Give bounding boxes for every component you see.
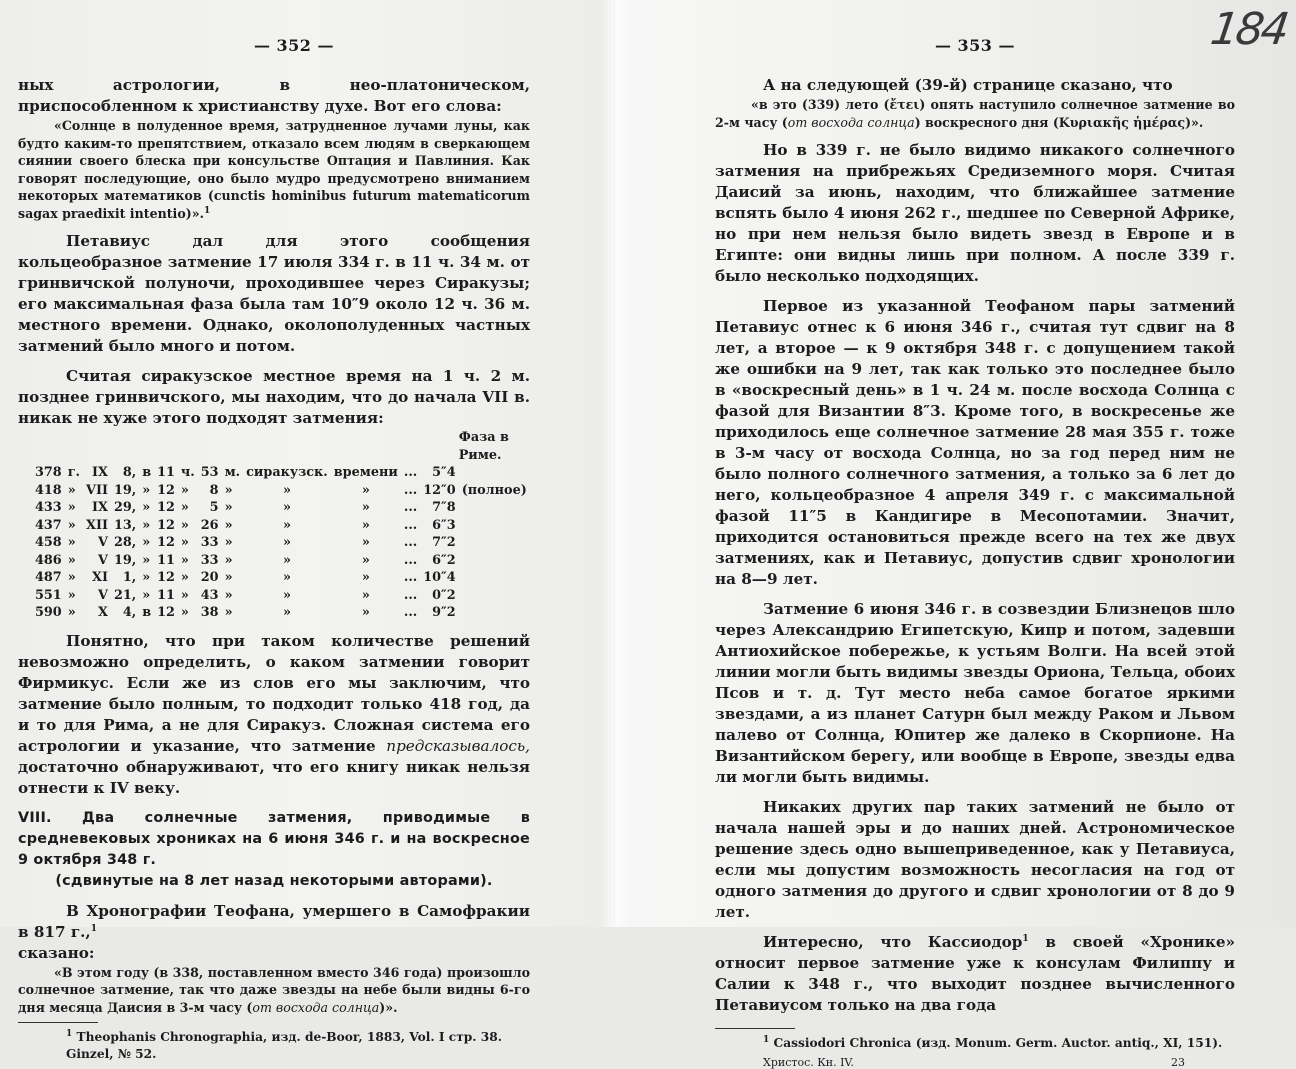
eclipse-cell-pre: в <box>142 605 152 620</box>
italic-text: от восхода солнца <box>787 114 915 130</box>
eclipse-cell-note <box>459 569 530 587</box>
eclipse-cell-month: IX <box>92 500 108 515</box>
eclipse-cell-dots: ... <box>403 605 418 620</box>
section-heading-title: VIII. Два солнечные затмения, приводимые в средневековых хрониках на 6 июня 346 г. и на воскресное 9 октября 348 г. <box>18 809 530 868</box>
page-number: — 353 — <box>934 36 1016 55</box>
eclipse-cell-phase: 7″8 <box>432 500 456 515</box>
paragraph: Петавиус дал для этого сообщения кольцеобразное затмение 17 июля 334 г. в 11 ч. 34 м. от гринвичской полуночи, проходившее через Сиракузы; его максимальная фаза была там 10″9 около 12 ч. 36 м. местного времени. Однако, околополуденных частных затмений было много и потом. <box>18 232 530 355</box>
eclipse-cell-m: 20 <box>200 570 219 585</box>
right-page <box>615 0 1296 1069</box>
section-heading <box>18 808 530 892</box>
eclipse-cell-month: XII <box>86 517 108 533</box>
eclipse-cell-yr-mark: » <box>67 517 76 533</box>
eclipse-cell-month: XI <box>92 570 108 585</box>
eclipse-cell-month: VII <box>86 482 108 498</box>
italic-text: предсказывалось, <box>386 736 530 755</box>
eclipse-cell-day: 8, <box>122 465 137 480</box>
eclipse-cell-note <box>459 534 530 552</box>
paragraph <box>18 631 530 799</box>
quote-text: «в это (339) лето (ἔτει) опять наступило солнечное затмение во 2-м часу ( <box>715 97 1235 130</box>
eclipse-cell-phase: 6″2 <box>432 552 456 568</box>
eclipse-table-row <box>32 517 530 535</box>
eclipse-table-row <box>32 569 530 587</box>
eclipse-cell-h-mark: » <box>180 570 189 585</box>
eclipse-cell-pre: » <box>142 482 151 498</box>
eclipse-cell-place: » <box>282 517 291 533</box>
eclipse-cell-pre: » <box>142 570 151 585</box>
quote-block <box>715 96 1235 131</box>
eclipse-cell-year: 487 <box>35 570 62 585</box>
eclipse-cell-day: 1, <box>122 570 137 585</box>
footnote-mark: 1 <box>1022 933 1029 944</box>
eclipse-cell-m-mark: » <box>224 482 233 498</box>
paragraph: Затмение 6 июня 346 г. в созвездии Близнецов шло через Александрию Египетскую, Кипр и потом, задевши Антиохийское побережье, к устьям Волги. На всей этой линии могли быть видимы звезды Ориона, Тельца, обоих Псов и т. д. Тут место неба самое богатое яркими звездами, а из планет Сатурн был между Раком и Львом палево от Солнца, Юпитер же далеко в Скорпионе. На Византийском берегу, или вообще в Европе, звезды едва ли могли быть видимы. <box>715 600 1235 786</box>
eclipse-cell-dots: ... <box>403 535 418 550</box>
quote-text: )». <box>379 999 398 1015</box>
right-text-column <box>715 36 1235 1069</box>
eclipse-cell-m-mark: » <box>224 535 233 550</box>
eclipse-cell-day: 4, <box>122 605 137 620</box>
paragraph: Никаких других пар таких затмений не было от начала нашей эры и до наших дней. Астрономическое решение здесь одно вышеприведенное, как у Петавиуса, если мы допустим возможность несогласия на год от одного затмения до другого и сдвиг хронологии от 8 до 9 лет. <box>715 798 1235 921</box>
quote-block <box>18 117 530 222</box>
eclipse-cell-time: » <box>361 587 370 603</box>
eclipse-cell-h: 11 <box>157 465 175 480</box>
eclipse-table-row <box>32 604 530 622</box>
eclipse-cell-place: » <box>282 587 291 603</box>
eclipse-cell-dots: ... <box>403 482 418 498</box>
eclipse-cell-day: 19, <box>113 552 137 568</box>
paragraph: А на следующей (39-й) странице сказано, что <box>763 76 1173 94</box>
eclipse-cell-phase: 7″2 <box>432 535 456 550</box>
eclipse-cell-time: » <box>361 500 370 515</box>
eclipse-cell-yr-mark: » <box>67 605 76 620</box>
eclipse-cell-note <box>459 587 530 605</box>
eclipse-cell-place: » <box>282 570 291 585</box>
eclipse-cell-phase: 0″2 <box>432 587 456 603</box>
eclipse-cell-h: 12 <box>157 605 175 620</box>
eclipse-cell-month: IX <box>92 465 108 480</box>
eclipse-cell-day: 19, <box>113 482 137 498</box>
eclipse-table-row <box>32 552 530 570</box>
eclipse-cell-h-mark: » <box>180 605 189 620</box>
eclipse-cell-h-mark: » <box>180 482 189 498</box>
eclipse-cell-dots: ... <box>403 517 418 533</box>
eclipse-cell-m: 38 <box>200 605 219 620</box>
eclipse-cell-dots: ... <box>403 570 418 585</box>
eclipse-table-row <box>32 534 530 552</box>
eclipse-cell-m: 53 <box>200 465 219 480</box>
eclipse-cell-h-mark: ч. <box>180 465 195 480</box>
eclipse-cell-yr-mark: » <box>67 587 76 603</box>
eclipse-cell-place: » <box>282 535 291 550</box>
eclipse-cell-day: 13, <box>113 517 137 533</box>
paragraph: Но в 339 г. не было видимо никакого солнечного затмения на прибрежьях Средиземного моря. Считая Даисий за июнь, находим, что ближайшее затмение вспять было 4 июня 262 г., шедшее по Северной Африке, но при нем нельзя было видеть звезд в Европе и в Египте: они видны лишь при полном. А после 339 г. было несколько подходящих. <box>715 141 1235 285</box>
eclipse-cell-h: 12 <box>157 517 175 533</box>
paragraph: ных астрологии, в нео-платоническом, приспособленном к христианству духе. Вот его слова: <box>18 76 530 115</box>
italic-text: от восхода солнца <box>252 999 380 1015</box>
eclipse-cell-h: 12 <box>157 535 175 550</box>
eclipse-cell-time: » <box>361 552 370 568</box>
eclipse-cell-m-mark: » <box>224 552 233 568</box>
eclipse-cell-m-mark: » <box>224 500 233 515</box>
eclipse-cell-year: 590 <box>35 605 62 620</box>
footnote-mark: 1 <box>203 205 211 216</box>
paragraph: Считая сиракузское местное время на 1 ч. 2 м. позднее гринвичского, мы находим, что до начала VII в. никак не хуже этого подходят затмения: <box>18 367 530 427</box>
eclipse-cell-place: » <box>282 500 291 515</box>
eclipse-cell-yr-mark: » <box>67 500 76 515</box>
signature-mark: Христос. Кн. IV. <box>763 1056 854 1069</box>
eclipse-cell-dots: ... <box>403 500 418 515</box>
footnote <box>18 1029 530 1063</box>
eclipse-cell-year: 486 <box>35 552 62 568</box>
paragraph-text: В Хронографии Теофана, умершего в Самофракии в 817 г., <box>18 901 530 941</box>
eclipse-cell-time: » <box>361 482 370 498</box>
eclipse-cell-time: времени <box>333 465 398 480</box>
eclipse-cell-pre: » <box>142 552 151 568</box>
eclipse-cell-note: (полное) <box>461 482 527 498</box>
eclipse-cell-month: V <box>98 552 108 568</box>
eclipse-cell-phase: 10″4 <box>423 570 456 585</box>
footnote-text: Cassiodori Chronica (изд. Monum. Germ. Auctor. antiq., XI, 151). <box>773 1036 1223 1050</box>
eclipse-cell-m-mark: » <box>224 605 233 620</box>
eclipse-cell-note <box>459 464 530 482</box>
eclipse-cell-month: V <box>98 535 108 550</box>
eclipse-cell-place: » <box>282 605 291 620</box>
eclipse-cell-yr-mark: » <box>67 535 76 550</box>
eclipse-cell-yr-mark: » <box>67 570 76 585</box>
eclipse-cell-note <box>459 499 530 517</box>
eclipse-cell-place: сиракузск. <box>246 465 328 480</box>
eclipse-cell-yr-mark: г. <box>67 465 81 480</box>
eclipse-cell-h-mark: » <box>180 552 189 568</box>
eclipse-cell-m: 43 <box>200 587 219 603</box>
quote-text: «Солнце в полуденное время, затрудненное лучами луны, как будто каким-то препятствием, отказало всем людям в сверкающем сиянии своего блеска при консульстве Оптация и Павлиния. Как говорят последующие, оно было мудро предусмотрено вниманием некоторых математиков (cunctis hominibus futurum matematicorum sagax praedixit intentio)». <box>18 118 530 221</box>
paragraph <box>18 901 530 964</box>
eclipse-cell-day: 28, <box>113 535 137 550</box>
handwritten-number: 184 <box>1207 4 1290 55</box>
eclipse-cell-year: 437 <box>35 517 62 533</box>
eclipse-cell-h-mark: » <box>180 500 189 515</box>
section-heading-subtitle: (сдвинутые на 8 лет назад некоторыми авторами). <box>55 872 493 889</box>
eclipse-cell-time: » <box>361 535 370 550</box>
eclipse-cell-dots: ... <box>403 552 418 568</box>
eclipse-cell-h: 12 <box>157 570 175 585</box>
quote-block <box>18 964 530 1017</box>
left-page <box>0 0 615 1061</box>
eclipse-cell-m-mark: » <box>224 570 233 585</box>
eclipse-cell-yr-mark: » <box>67 482 76 498</box>
page-number: — 352 — <box>253 36 335 55</box>
eclipse-cell-note <box>459 552 530 570</box>
paragraph-text: в своей «Хронике» относит первое затмение уже к консулам Филиппу и Салии к 348 г., что выходит позднее вычисленного Петавиусом только на два года <box>715 933 1235 1014</box>
eclipse-cell-h: 11 <box>157 552 175 568</box>
eclipse-cell-h: 12 <box>157 482 175 498</box>
footnote-mark: 1 <box>90 923 97 934</box>
eclipse-cell-m: 8 <box>209 482 219 498</box>
eclipse-cell-dots: ... <box>403 465 418 480</box>
footnote-mark: 1 <box>763 1034 770 1045</box>
eclipse-cell-year: 378 <box>35 465 62 480</box>
eclipse-cell-phase: 6″3 <box>432 517 456 533</box>
eclipse-cell-year: 433 <box>35 500 62 515</box>
eclipse-cell-m: 5 <box>209 500 219 515</box>
eclipse-cell-note <box>459 604 530 622</box>
eclipse-cell-h: 12 <box>157 500 175 515</box>
eclipse-cell-year: 418 <box>35 482 62 498</box>
paragraph-text: сказано: <box>18 943 95 962</box>
eclipse-cell-m: 33 <box>200 552 219 568</box>
eclipse-table-row <box>32 587 530 605</box>
footnote <box>715 1035 1235 1052</box>
signature-number: 23 <box>1171 1056 1185 1069</box>
eclipse-cell-pre: » <box>142 587 151 603</box>
eclipse-cell-year: 551 <box>35 587 62 603</box>
eclipse-table-row <box>32 499 530 517</box>
paragraph: Первое из указанной Теофаном пары затмений Петавиус отнес к 6 июня 346 г., считая тут сдвиг на 8 лет, а второе — к 9 октября 348 г. с допущением такой же ошибки на 9 лет, так как только это последнее было в «воскресный день» в 1 ч. 24 м. после восхода Солнца с фазой для Византии 8″3. Кроме того, в воскресенье же приходилось еще солнечное затмение 28 мая 355 г. тоже в 3-м часу от восхода Солнца, но за год перед ним не было полного солнечного затмения, а только за 6 лет до него, кольцеобразное 4 апреля 349 г. с максимальной фазой 11″5 в Кандигире в Месопотамии. Значит, приходится остановиться прежде всего на тех же двух затмениях, как и Петавиус, допустив сдвиг хронологии на 8—9 лет. <box>715 297 1235 588</box>
eclipse-cell-phase: 12″0 <box>423 482 456 498</box>
footnote-mark: 1 <box>66 1028 73 1039</box>
eclipse-cell-place: » <box>282 482 291 498</box>
printer-signature <box>715 1056 1235 1069</box>
eclipse-cell-yr-mark: » <box>67 552 76 568</box>
eclipse-cell-time: » <box>361 605 370 620</box>
eclipse-cell-h: 11 <box>157 587 175 603</box>
eclipse-cell-day: 21, <box>113 587 137 603</box>
eclipse-cell-h-mark: » <box>180 587 189 603</box>
eclipse-cell-dots: ... <box>403 587 418 603</box>
eclipse-cell-month: V <box>98 587 108 603</box>
eclipse-cell-day: 29, <box>113 500 137 515</box>
eclipse-cell-m-mark: » <box>224 517 233 533</box>
eclipse-cell-month: X <box>98 605 108 620</box>
eclipse-cell-note <box>459 517 530 535</box>
eclipse-cell-pre: » <box>142 535 151 550</box>
footnote-rule <box>18 1022 98 1023</box>
left-text-column <box>18 36 530 1063</box>
eclipse-cell-pre: » <box>142 517 151 533</box>
eclipse-cell-m-mark: » <box>224 587 233 603</box>
eclipse-cell-h-mark: » <box>180 517 189 533</box>
eclipse-cell-m: 26 <box>200 517 219 533</box>
eclipse-table-row <box>32 482 530 500</box>
eclipse-table-row <box>32 464 530 482</box>
eclipse-cell-phase: 5″4 <box>432 465 456 480</box>
eclipse-table <box>32 429 530 622</box>
eclipse-cell-m: 33 <box>200 535 219 550</box>
eclipse-cell-year: 458 <box>35 535 62 550</box>
phase-column-header: Фаза в Риме. <box>458 430 509 463</box>
eclipse-cell-phase: 9″2 <box>432 605 456 620</box>
eclipse-cell-h-mark: » <box>180 535 189 550</box>
eclipse-cell-pre: в <box>142 465 152 480</box>
footnote-text: Theophanis Chronographia, изд. de-Boor, 1883, Vol. I стр. 38. Ginzel, № 52. <box>66 1030 502 1061</box>
paragraph <box>715 932 1235 1016</box>
paragraph-text: достаточно обнаруживают, что его книгу никак нельзя отнести к IV веку. <box>18 757 530 797</box>
quote-text: «В этом году (в 338, поставленном вместо 346 года) произошло солнечное затмение, так что даже звезды на небе были видны 6-го дня месяца Даисия в 3-м часу ( <box>18 964 530 1015</box>
footnote-rule <box>715 1028 795 1029</box>
eclipse-cell-pre: » <box>142 500 151 515</box>
eclipse-cell-place: » <box>282 552 291 568</box>
quote-text: ) воскресного дня (Κυριακῆς ἡμέρας)». <box>914 114 1204 130</box>
eclipse-cell-time: » <box>361 517 370 533</box>
eclipse-cell-m-mark: м. <box>224 465 241 480</box>
eclipse-cell-time: » <box>361 570 370 585</box>
paragraph-text: Интересно, что Кассиодор <box>763 933 1023 951</box>
paragraph-text: Понятно, что при таком количестве решений невозможно определить, о каком затмении говорит Фирмикус. Если же из слов его мы заключим, что затмение было полным, то подходит только 418 год, да и то для Рима, а не для Сиракуз. Сложная система его астрологии и указание, что затмение <box>18 631 530 755</box>
